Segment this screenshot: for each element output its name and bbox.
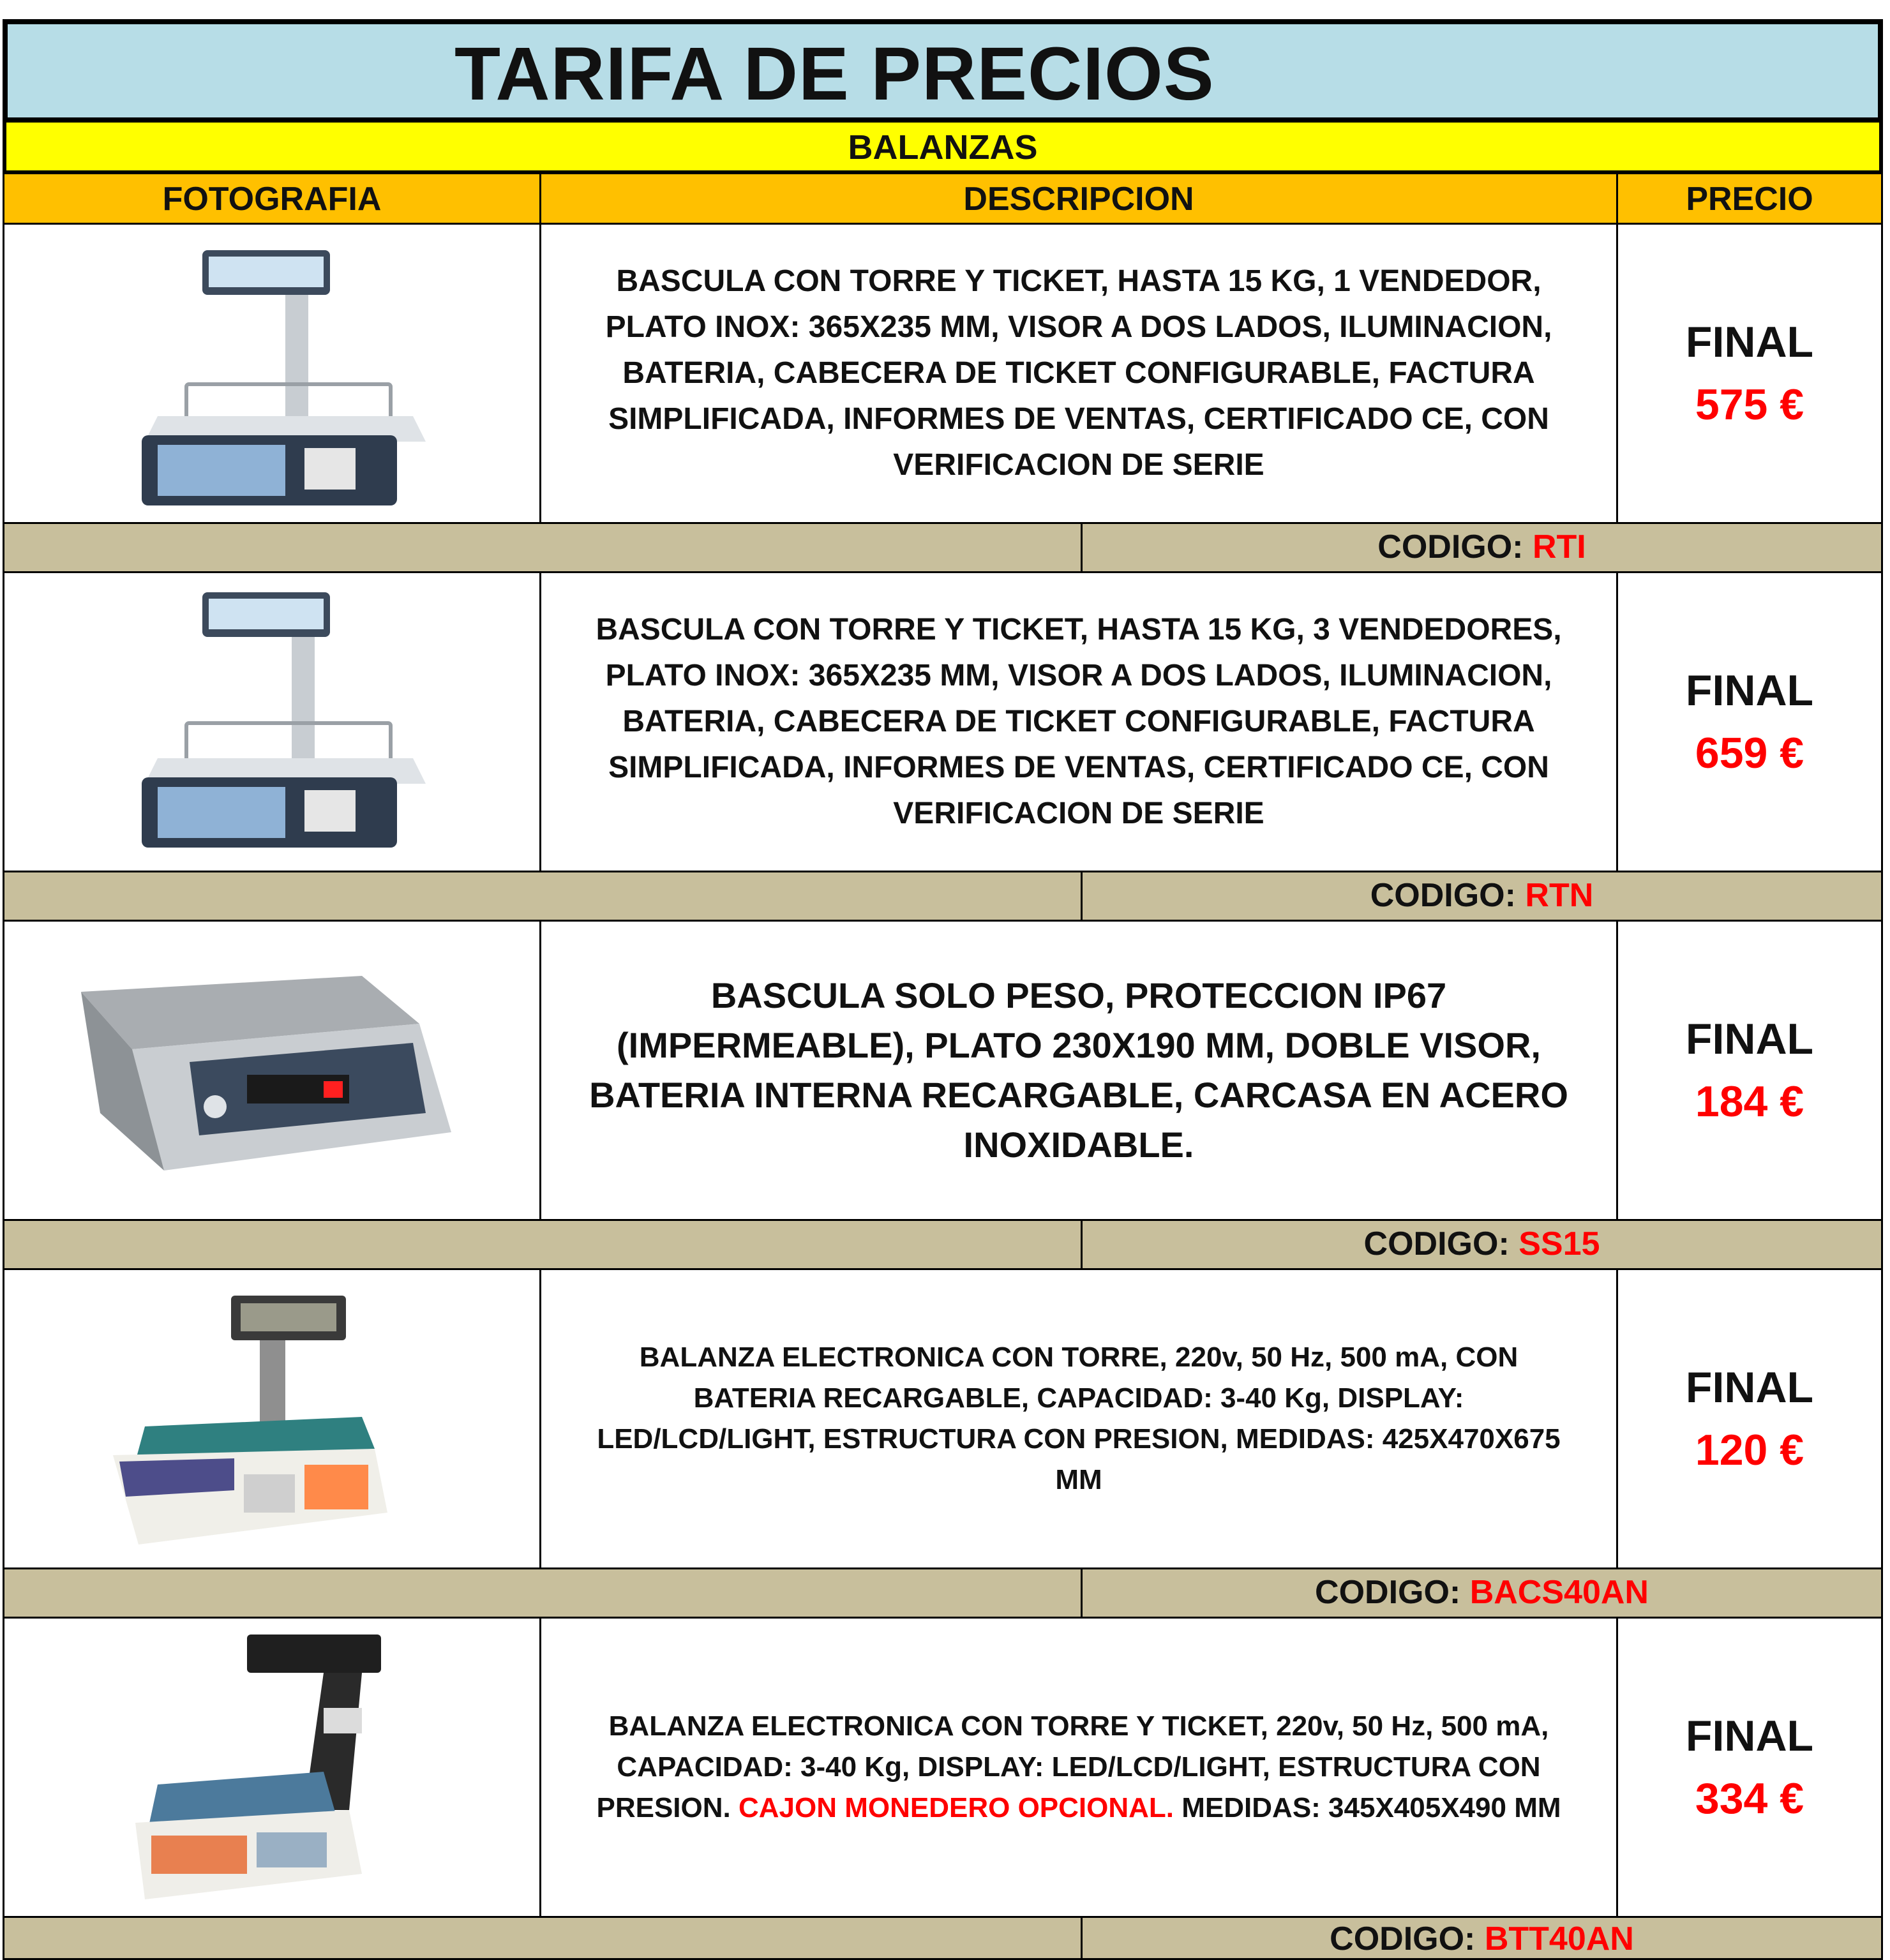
code-label: CODIGO: (1370, 877, 1516, 914)
product-photo (3, 1268, 541, 1569)
price-label: FINAL (1685, 666, 1814, 715)
description-text (568, 1706, 1589, 1829)
code-label: CODIGO: (1377, 528, 1524, 565)
header-photo: FOTOGRAFIA (3, 172, 541, 225)
code-label: CODIGO: (1330, 1920, 1476, 1957)
code-value: RTN (1525, 877, 1594, 914)
product-description (539, 1268, 1618, 1569)
scale-tower-ticket-icon (4, 573, 539, 871)
category-banner: BALANZAS (3, 123, 1883, 172)
product-photo (3, 920, 541, 1221)
price-label: FINAL (1685, 318, 1814, 366)
description-text: BASCULA CON TORRE Y TICKET, HASTA 15 KG, 1 VENDEDOR, PLATO INOX: 365X235 MM, VISOR A DOS LADOS, ILUMINACION, BATERIA, CABECERA DE TICKET CONFIGURABLE, FACTURA SIMPLIFICADA, INFORMES DE VENTAS, CERTIFICADO CE, CON VERIFICACION DE SERIE (605, 264, 1552, 482)
code-row-fill (3, 1567, 1083, 1619)
price-cell (1616, 571, 1883, 872)
header-price: PRECIO (1616, 172, 1883, 225)
price-value: 575 € (1695, 380, 1804, 429)
title-banner (3, 19, 1883, 123)
code-value: RTI (1532, 528, 1586, 565)
code-label: CODIGO: (1363, 1225, 1510, 1262)
price-cell (1616, 1268, 1883, 1569)
description-part: BALANZA ELECTRONICA CON TORRE Y TICKET, 220v, 50 Hz, 500 mA, CAPACIDAD: 3-40 Kg, DISPLAY: LED/LCD/LIGHT, ESTRUCTURA CON PRESION. (596, 1710, 1549, 1823)
price-value: 184 € (1695, 1077, 1804, 1126)
price-value: 120 € (1695, 1426, 1804, 1474)
price-label: FINAL (1685, 1363, 1814, 1412)
scale-electronic-tower-icon (4, 1270, 539, 1567)
price-cell (1616, 920, 1883, 1221)
product-code (1081, 522, 1883, 573)
product-description (539, 1617, 1618, 1918)
product-code (1081, 1916, 1883, 1960)
product-photo (3, 223, 541, 524)
product-photo (3, 571, 541, 872)
scale-electronic-tower-ticket-icon (4, 1619, 539, 1916)
code-value: BTT40AN (1484, 1920, 1634, 1957)
code-row-fill (3, 522, 1083, 573)
code-row-fill (3, 1219, 1083, 1270)
scale-weight-only-icon (4, 922, 539, 1219)
product-code (1081, 1219, 1883, 1270)
code-value: SS15 (1519, 1225, 1600, 1262)
scale-tower-ticket-icon (4, 225, 539, 522)
product-description (539, 920, 1618, 1221)
price-label: FINAL (1685, 1015, 1814, 1063)
description-text: BASCULA CON TORRE Y TICKET, HASTA 15 KG, 3 VENDEDORES, PLATO INOX: 365X235 MM, VISOR A DOS LADOS, ILUMINACION, BATERIA, CABECERA DE TICKET CONFIGURABLE, FACTURA SIMPLIFICADA, INFORMES DE VENTAS, CERTIFICADO CE, CON VERIFICACION DE SERIE (596, 613, 1562, 830)
product-description (539, 571, 1618, 872)
description-text: BASCULA SOLO PESO, PROTECCION IP67 (IMPERMEABLE), PLATO 230X190 MM, DOBLE VISOR, BATERIA INTERNA RECARGABLE, CARCASA EN ACERO INOXIDABLE. (589, 975, 1568, 1165)
code-label: CODIGO: (1315, 1574, 1461, 1611)
price-value: 334 € (1695, 1774, 1804, 1823)
code-row-fill (3, 1916, 1083, 1960)
price-cell (1616, 223, 1883, 524)
page-title: TARIFA DE PRECIOS (454, 32, 1215, 116)
description-text: BALANZA ELECTRONICA CON TORRE, 220v, 50 Hz, 500 mA, CON BATERIA RECARGABLE, CAPACIDAD: 3-40 Kg, DISPLAY: LED/LCD/LIGHT, ESTRUCTURA CON PRESION, MEDIDAS: 425X470X675 MM (597, 1342, 1561, 1495)
code-value: BACS40AN (1469, 1574, 1649, 1611)
description-part: MEDIDAS: 345X405X490 MM (1181, 1792, 1561, 1823)
header-description: DESCRIPCION (539, 172, 1618, 225)
product-description (539, 223, 1618, 524)
product-code (1081, 871, 1883, 922)
price-value: 659 € (1695, 729, 1804, 777)
price-label: FINAL (1685, 1712, 1814, 1760)
description-highlight: CAJON MONEDERO OPCIONAL. (738, 1792, 1174, 1823)
product-code (1081, 1567, 1883, 1619)
price-cell (1616, 1617, 1883, 1918)
product-photo (3, 1617, 541, 1918)
code-row-fill (3, 871, 1083, 922)
